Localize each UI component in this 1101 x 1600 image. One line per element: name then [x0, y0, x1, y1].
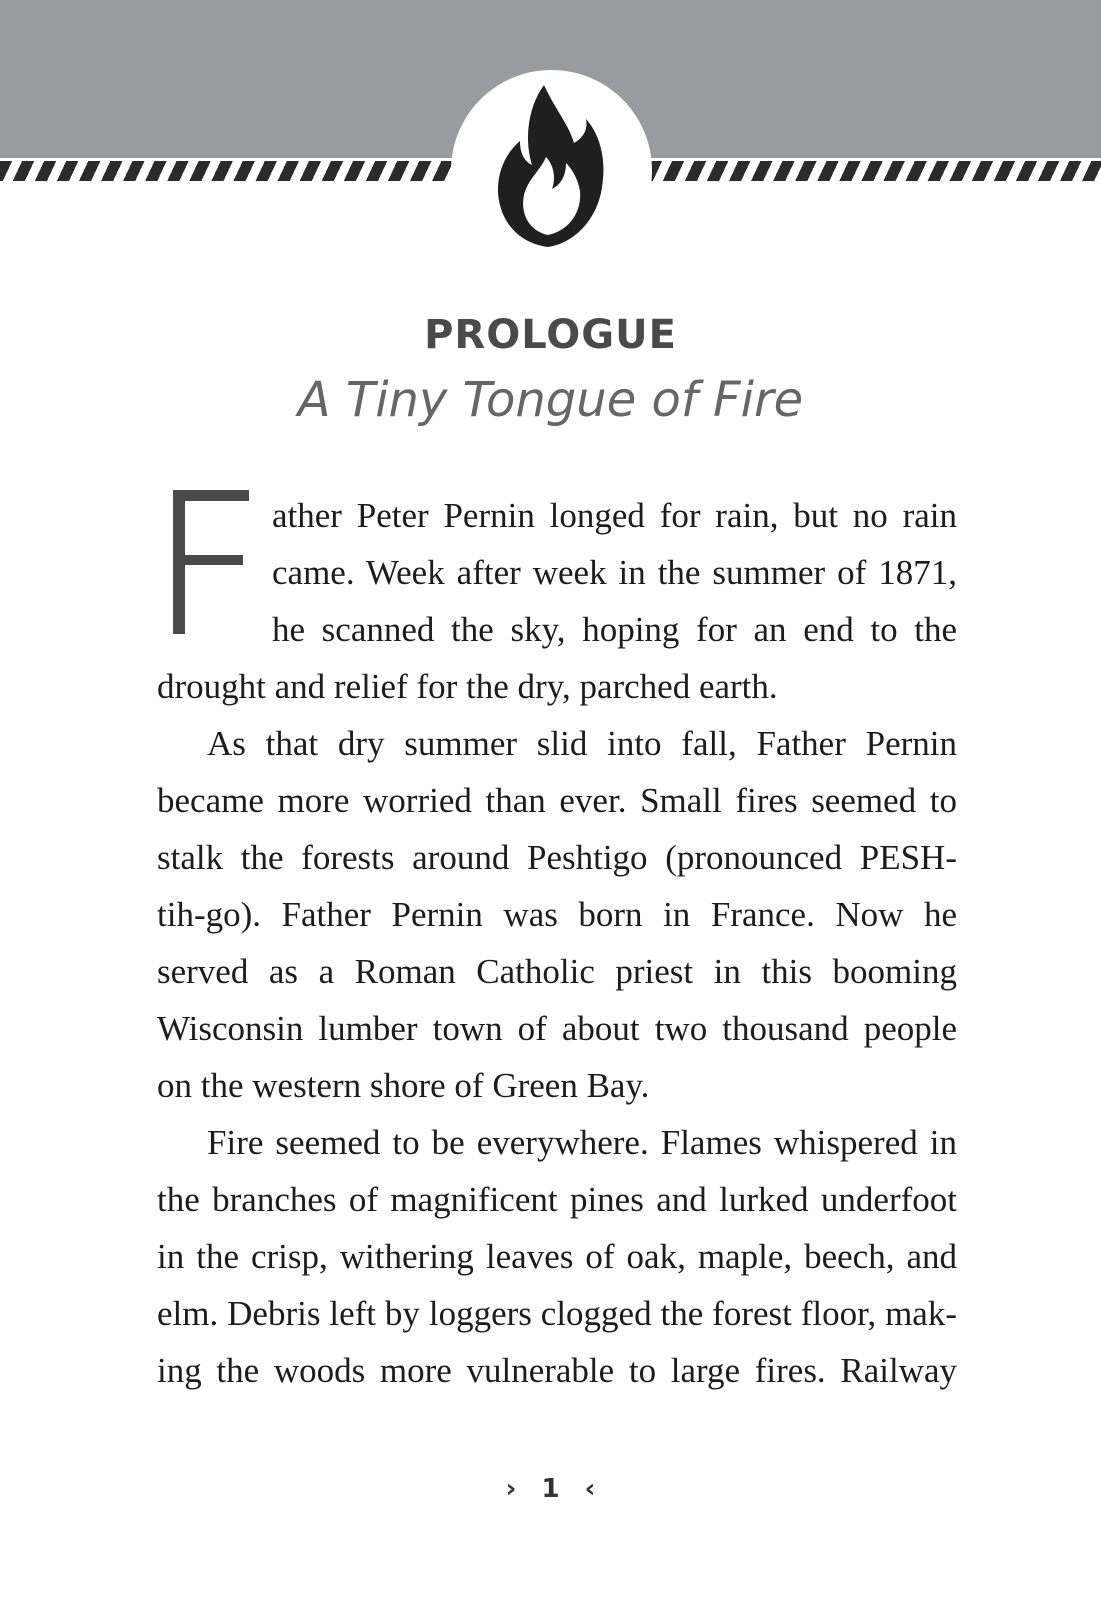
- page-number: [0, 1474, 1101, 1504]
- flame-icon: [498, 85, 606, 247]
- text-line: he scanned the sky, hoping for an end to the: [272, 610, 957, 649]
- header-stripe-left: [0, 161, 454, 181]
- chevron-right-icon: ›: [505, 1474, 517, 1504]
- text-line: Wisconsin lumber town of about two thousand people: [157, 1009, 957, 1048]
- text-line: the branches of magnificent pines and lurked underfoot: [157, 1180, 957, 1219]
- text-line: drought and relief for the dry, parched earth.: [157, 667, 778, 706]
- chapter-label: PROLOGUE: [424, 312, 677, 358]
- text-line: Fire seemed to be everywhere. Flames whispered in: [207, 1123, 957, 1162]
- header-stripe-right: [650, 161, 1101, 181]
- text-line: tih-go). Father Pernin was born in France. Now he: [157, 895, 957, 934]
- chevron-left-icon: ‹: [584, 1474, 596, 1504]
- text-line: in the crisp, withering leaves of oak, maple, beech, and: [157, 1237, 957, 1276]
- text-line: ing the woods more vulnerable to large fires. Railway: [157, 1351, 957, 1390]
- text-line: served as a Roman Catholic priest in this booming: [157, 952, 957, 991]
- text-line: ather Peter Pernin longed for rain, but no rain: [272, 496, 957, 535]
- text-line: on the western shore of Green Bay.: [157, 1066, 650, 1105]
- text-line: elm. Debris left by loggers clogged the forest floor, mak-: [157, 1294, 957, 1333]
- text-line: became more worried than ever. Small fires seemed to: [157, 781, 957, 820]
- text-line: As that dry summer slid into fall, Father Pernin: [207, 724, 957, 763]
- page-number-value: 1: [541, 1474, 560, 1504]
- body-text: [157, 487, 957, 1399]
- text-line: stalk the forests around Peshtigo (pronounced PESH-: [157, 838, 957, 877]
- chapter-title: A Tiny Tongue of Fire: [297, 372, 804, 428]
- text-line: came. Week after week in the summer of 1871,: [272, 553, 957, 592]
